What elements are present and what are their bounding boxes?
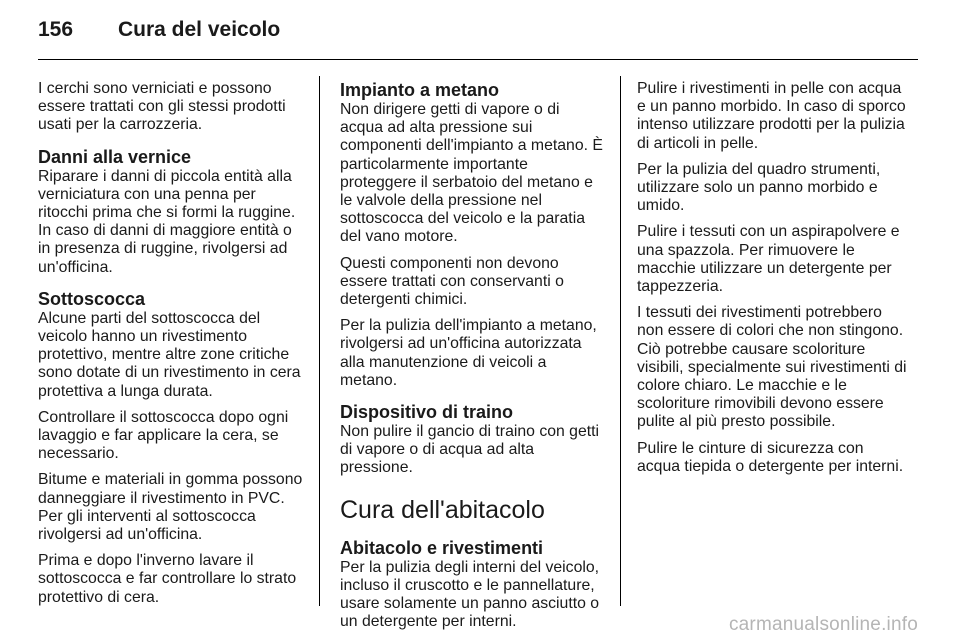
- interior-paragraph: Per la pulizia degli interni del veicolo, incluso il cruscotto e le pannellature, usare solamente un panno asciutto o un detergente per interni.: [340, 558, 600, 631]
- header-rule: [38, 59, 918, 60]
- chapter-heading-interior: Cura dell'abitacolo: [340, 495, 545, 524]
- leather-paragraph: Pulire i rivestimenti in pelle con acqua e un panno morbido. In caso di sporco intenso utilizzare prodotti per la pulizia di articoli in pelle.: [637, 80, 906, 152]
- section-heading-methane: Impianto a metano: [340, 80, 500, 100]
- methane-paragraph-3: Per la pulizia dell'impianto a metano, rivolgersi ad un'officina autorizzata alla manutenzione di veicoli a metano.: [340, 317, 597, 389]
- underbody-paragraph-2: Controllare il sottoscocca dopo ogni lavaggio e far applicare la cera, se necessario.: [38, 408, 289, 463]
- methane-paragraph-2: Questi componenti non devono essere trattati con conservanti o detergenti chimici.: [340, 254, 564, 309]
- seatbelt-paragraph: Pulire le cinture di sicurezza con acqua tiepida o detergente per interni.: [637, 439, 904, 475]
- section-heading-interior-trim: Abitacolo e rivestimenti: [340, 537, 544, 558]
- section-heading-towing: Dispositivo di traino: [340, 402, 514, 423]
- column-1: [38, 80, 304, 615]
- towing-paragraph: Non pulire il gancio di traino con getti di vapore o di acqua ad alta pressione.: [340, 423, 600, 477]
- underbody-paragraph-3: Bitume e materiali in gomma possono danneggiare il rivestimento in PVC. Per gli interventi al sottoscocca rivolgersi ad un'officina.: [38, 471, 303, 544]
- page-header: [38, 18, 280, 48]
- column-divider-2: [620, 76, 621, 606]
- intro-paragraph: I cerchi sono verniciati e possono essere trattati con gli stessi prodotti usati per la carrozzeria.: [38, 80, 286, 134]
- watermark: carmanualsonline.info: [728, 614, 918, 635]
- section-heading-paint: Danni alla vernice: [38, 146, 192, 167]
- column-2: [340, 80, 606, 639]
- colorfast-paragraph: I tessuti dei rivestimenti potrebbero non essere di colori che non stingono. Ciò potrebbe causare scoloriture visibili, specialmente sui rivestimenti di colore chiaro. Le macchie e le scoloriture rimovibili devono essere pulite al più presto possibile.: [637, 304, 907, 431]
- fabric-paragraph: Pulire i tessuti con un aspirapolvere e una spazzola. Per rimuovere le macchie utilizzare un detergente per tappezzeria.: [637, 223, 900, 296]
- page-title: Cura del veicolo: [118, 18, 281, 41]
- page-number: 156: [38, 18, 74, 41]
- column-divider-1: [319, 76, 320, 606]
- paint-paragraph: Riparare i danni di piccola entità alla verniciatura con una penna per ritocchi prima che si formi la ruggine. In caso di danni di maggiore entità o in presenza di ruggine, rivolgersi ad un'officina.: [38, 167, 296, 276]
- underbody-paragraph-1: Alcune parti del sottoscocca del veicolo hanno un rivestimento protettivo, mentre altre zone critiche sono dotate di un rivestimento in cera protettiva a lunga durata.: [38, 309, 301, 400]
- column-3: [637, 80, 909, 484]
- dashboard-paragraph: Per la pulizia del quadro strumenti, utilizzare solo un panno morbido e umido.: [637, 160, 881, 215]
- section-heading-underbody: Sottoscocca: [38, 288, 146, 309]
- underbody-paragraph-4: Prima e dopo l'inverno lavare il sottoscocca e far controllare lo strato protettivo di cera.: [38, 552, 297, 606]
- methane-paragraph-1: Non dirigere getti di vapore o di acqua ad alta pressione sui componenti dell'impianto a metano. È particolarmente importante proteggere il serbatoio del metano e le valvole della pressione nel sottoscocca del veicolo e la paratia del vano motore.: [340, 101, 603, 246]
